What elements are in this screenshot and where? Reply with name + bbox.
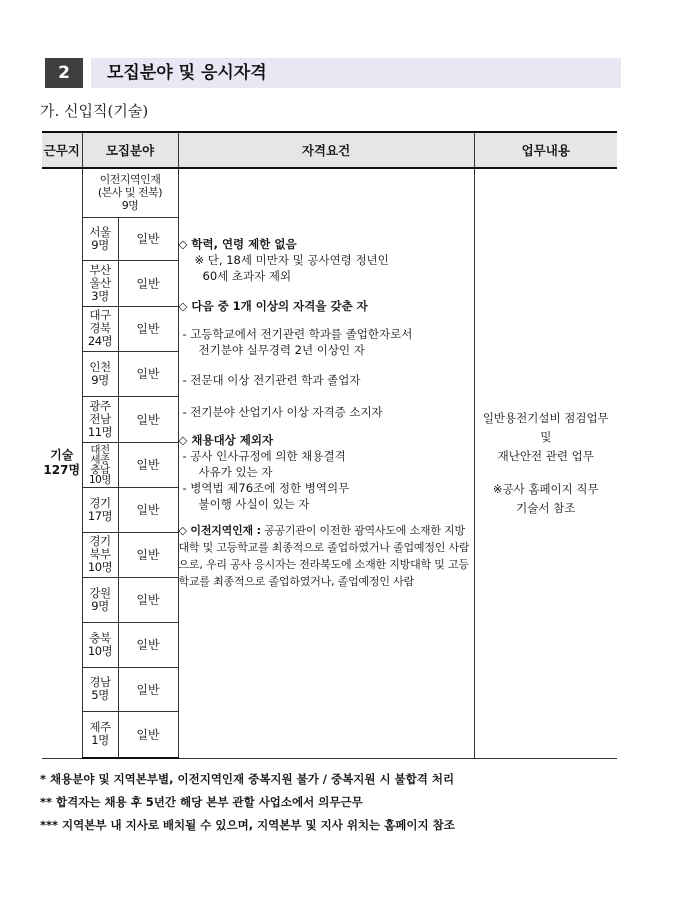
region-cell: 제주 1명 [82, 711, 118, 758]
region-cell: 경기 북부 10명 [82, 532, 118, 577]
qualifications-cell [178, 168, 474, 758]
qual-local-talent [179, 522, 474, 590]
region-cell: 충북 10명 [82, 622, 118, 667]
duty-line-3: 재난안전 관련 업무 [497, 448, 594, 463]
qual-local-talent-text: 공공기관이 이전한 광역사도에 소재한 지방대학 및 고등학교를 최종적으로 졸업하였거나 졸업예정인 사람으로, 우리 공사 응시자는 전라북도에 소재한 지방대학 및 고등학교를 최종적으로 졸업하였거나, 졸업예정인 사람 [178, 524, 470, 588]
region-cell: 이전지역인재 (본사 및 전북) 9명 [82, 168, 178, 217]
field-cell: 일반 [118, 622, 178, 667]
qual-note-line2: 60세 초과자 제외 [202, 269, 292, 283]
qual-exclusion-item2: - 병역법 제76조에 정한 병역의무 [182, 481, 350, 495]
region-cell: 경남 5명 [82, 667, 118, 711]
duty-line-2: 및 [540, 429, 552, 444]
qual-education-age: ◇ 학력, 연령 제한 없음 [178, 237, 297, 251]
qual-exclusion-heading: ◇ 채용대상 제외자 [178, 433, 274, 447]
recruitment-table [42, 131, 617, 759]
qual-note-line1: ※ 단, 18세 미만자 및 공사연령 정년인 [194, 253, 389, 267]
field-cell: 일반 [118, 711, 178, 758]
region-cell: 강원 9명 [82, 577, 118, 622]
workplace-count: 127명 [43, 463, 81, 478]
region-cell: 경기 17명 [82, 487, 118, 532]
region-cell: 대구 경북 24명 [82, 306, 118, 351]
header-duties: 업무내용 [474, 132, 617, 168]
header-field: 모집분야 [82, 132, 178, 168]
field-cell: 일반 [118, 577, 178, 622]
qual-local-talent-label: ◇ 이전지역인재 : [178, 524, 261, 537]
header-qualifications: 자격요건 [178, 132, 474, 168]
field-cell: 일반 [118, 442, 178, 487]
table-header-row [42, 132, 617, 168]
qual-item-certificate: - 전기분야 산업기사 이상 자격증 소지자 [182, 405, 383, 419]
region-cell: 인천 9명 [82, 351, 118, 396]
qual-item-highschool-cont: 전기분야 실무경력 2년 이상인 자 [198, 343, 365, 357]
footnotes [40, 768, 455, 837]
duty-line-4: ※공사 홈페이지 직무 [492, 481, 599, 496]
field-cell: 일반 [118, 667, 178, 711]
field-cell: 일반 [118, 217, 178, 260]
region-cell: 광주 전남 11명 [82, 396, 118, 442]
footnote-3: *** 지역본부 내 지사로 배치될 수 있으며, 지역본부 및 지사 위치는 홈페이지 참조 [40, 818, 455, 832]
qual-item-college: - 전문대 이상 전기관련 학과 졸업자 [182, 373, 361, 387]
header-workplace: 근무지 [42, 132, 82, 168]
field-cell: 일반 [118, 351, 178, 396]
qual-item-highschool: - 고등학교에서 전기관련 학과를 졸업한자로서 [182, 327, 413, 341]
qual-requirements-heading: ◇ 다음 중 1개 이상의 자격을 갖춘 자 [178, 299, 368, 313]
duty-line-5: 기술서 참조 [516, 500, 576, 515]
workplace-type: 기술 [50, 448, 74, 463]
duties-cell [474, 168, 617, 758]
table-row [42, 168, 617, 217]
subsection-title: 가. 신입직(기술) [40, 102, 149, 120]
section-number: 2 [45, 58, 83, 88]
qual-exclusion-item2-cont: 불이행 사실이 있는 자 [198, 497, 310, 511]
workplace-cell [42, 168, 82, 758]
field-cell: 일반 [118, 487, 178, 532]
region-cell: 대전 세종 충남 10명 [82, 442, 118, 487]
section-header [45, 58, 621, 88]
footnote-2: ** 합격자는 채용 후 5년간 해당 본부 관할 사업소에서 의무근무 [40, 795, 363, 809]
section-title: 모집분야 및 응시자격 [107, 63, 267, 83]
region-cell: 부산 울산 3명 [82, 260, 118, 306]
field-cell: 일반 [118, 306, 178, 351]
qual-exclusion-item1: - 공사 인사규정에 의한 채용결격 [182, 449, 346, 463]
region-cell: 서울 9명 [82, 217, 118, 260]
duty-line-1: 일반용전기설비 점검업무 [482, 410, 609, 425]
field-cell: 일반 [118, 396, 178, 442]
field-cell: 일반 [118, 532, 178, 577]
footnote-1: * 채용분야 및 지역본부별, 이전지역인재 중복지원 불가 / 중복지원 시 불합격 처리 [40, 772, 455, 786]
qual-exclusion-item1-cont: 사유가 있는 자 [198, 465, 273, 479]
field-cell: 일반 [118, 260, 178, 306]
